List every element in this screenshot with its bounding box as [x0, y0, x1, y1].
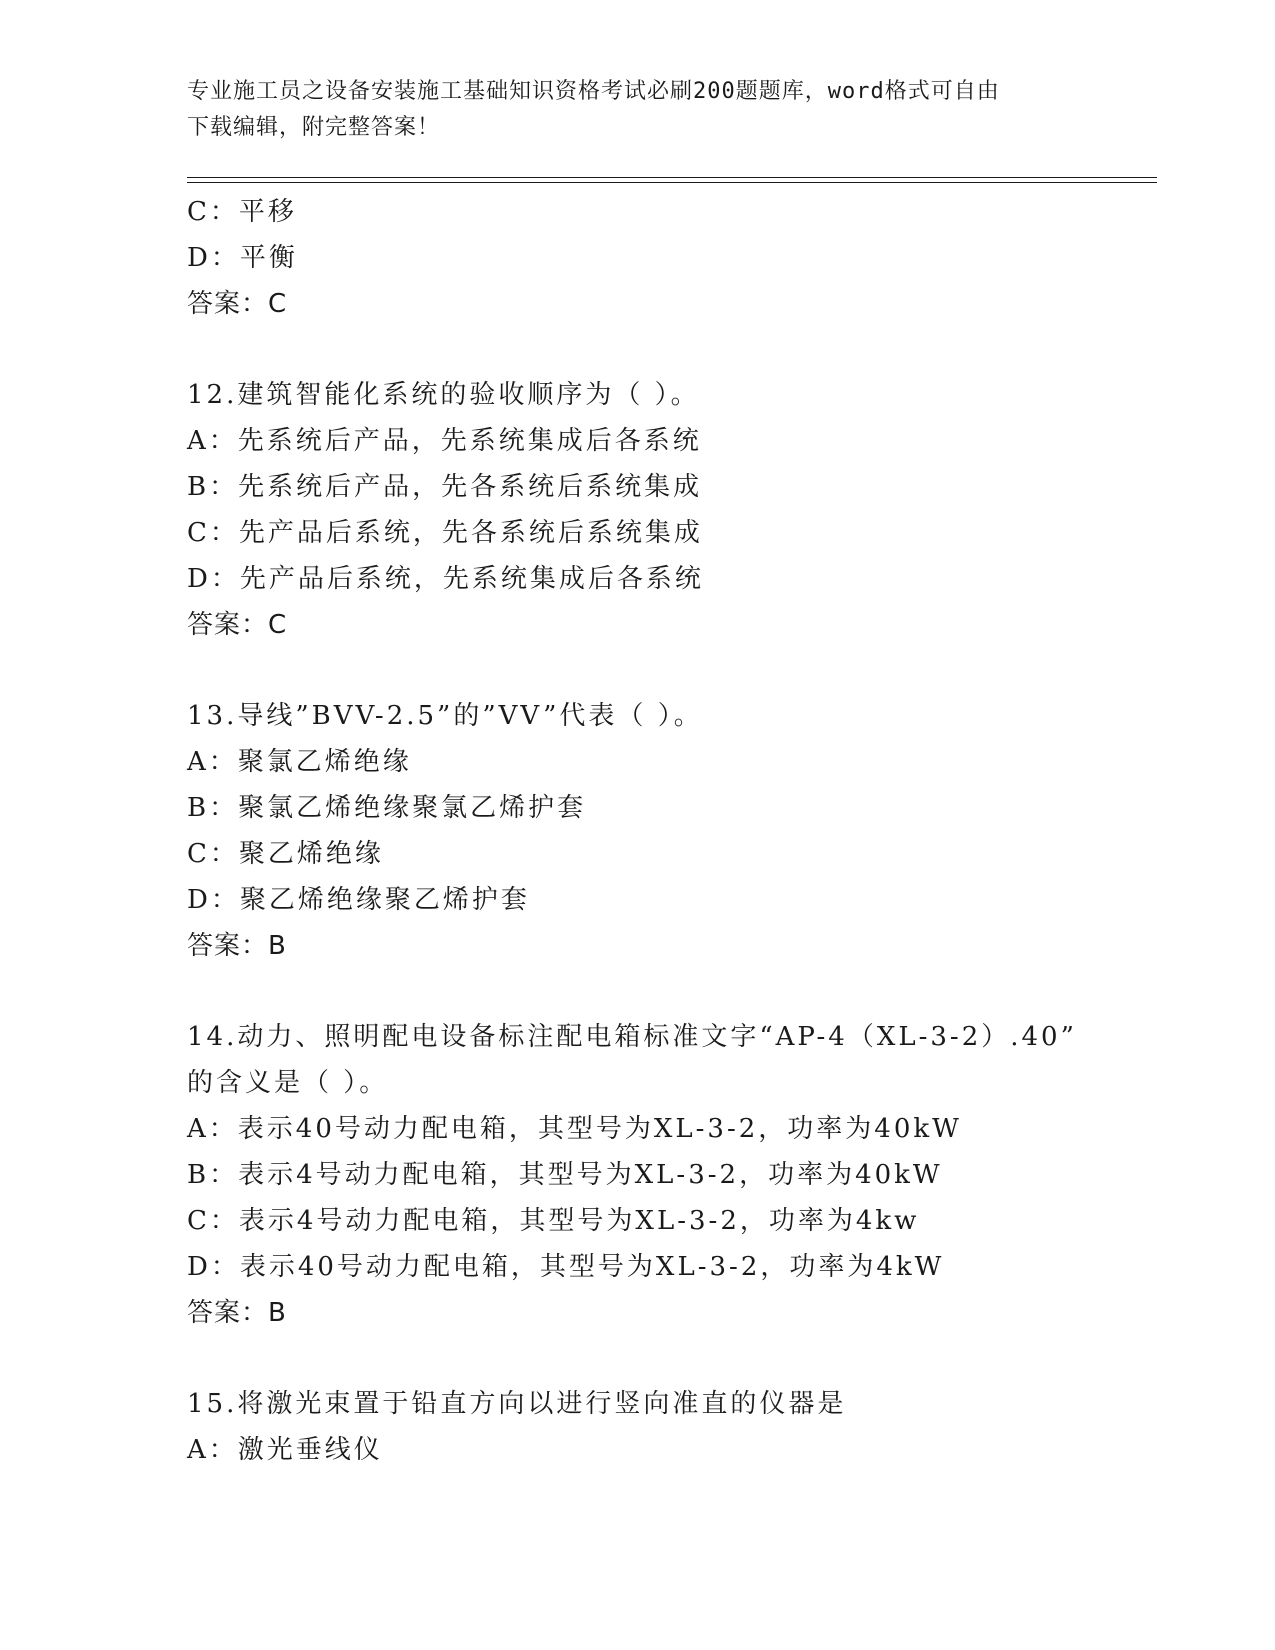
question-stem-line-2: 的含义是（ ）。 — [187, 1068, 389, 1098]
option-d: D：先产品后系统，先系统集成后各系统 — [187, 564, 704, 594]
option-a: A：聚氯乙烯绝缘 — [187, 747, 412, 777]
question-14 — [187, 1014, 1127, 1336]
option-b: B：聚氯乙烯绝缘聚氯乙烯护套 — [187, 793, 587, 823]
option-c: C：平移 — [187, 197, 297, 227]
question-15 — [187, 1381, 1127, 1473]
option-d: D：平衡 — [187, 243, 298, 273]
option-c: C：先产品后系统，先各系统后系统集成 — [187, 518, 703, 548]
option-b: B：先系统后产品，先各系统后系统集成 — [187, 472, 703, 502]
option-d: D：聚乙烯绝缘聚乙烯护套 — [187, 885, 530, 915]
header-title-line-2: 下载编辑，附完整答案！ — [187, 115, 441, 140]
option-c: C：聚乙烯绝缘 — [187, 839, 384, 869]
header-rule-bottom — [187, 182, 1157, 183]
question-13 — [187, 693, 1127, 969]
answer: 答案：C — [187, 610, 288, 640]
question-list — [187, 189, 1127, 1473]
document-header — [187, 74, 1067, 146]
question-stem: 12.建筑智能化系统的验收顺序为（ ）。 — [187, 380, 700, 410]
option-a: A：先系统后产品，先系统集成后各系统 — [187, 426, 702, 456]
question-stem-line-1: 14.动力、照明配电设备标注配电箱标准文字“AP-4（XL-3-2）.40” — [187, 1022, 1077, 1052]
option-b: B：表示4号动力配电箱，其型号为XL-3-2，功率为40kW — [187, 1160, 943, 1190]
spacer — [187, 327, 1127, 372]
option-a: A：激光垂线仪 — [187, 1435, 383, 1465]
spacer — [187, 1336, 1127, 1381]
option-c: C：表示4号动力配电箱，其型号为XL-3-2，功率为4kw — [187, 1206, 920, 1236]
question-11-tail — [187, 189, 1127, 327]
answer: 答案：B — [187, 931, 287, 961]
option-a: A：表示40号动力配电箱，其型号为XL-3-2，功率为40kW — [187, 1114, 962, 1144]
header-rule-top — [187, 177, 1157, 178]
question-stem: 13.导线”BVV-2.5”的”VV”代表（ ）。 — [187, 701, 703, 731]
spacer — [187, 648, 1127, 693]
spacer — [187, 969, 1127, 1014]
question-stem: 15.将激光束置于铅直方向以进行竖向准直的仪器是 — [187, 1389, 847, 1419]
answer: 答案：B — [187, 1298, 287, 1328]
header-title-line-1: 专业施工员之设备安装施工基础知识资格考试必刷200题题库，word格式可自由 — [187, 79, 1000, 104]
answer: 答案：C — [187, 289, 288, 319]
option-d: D：表示40号动力配电箱，其型号为XL-3-2，功率为4kW — [187, 1252, 945, 1282]
question-12 — [187, 372, 1127, 648]
